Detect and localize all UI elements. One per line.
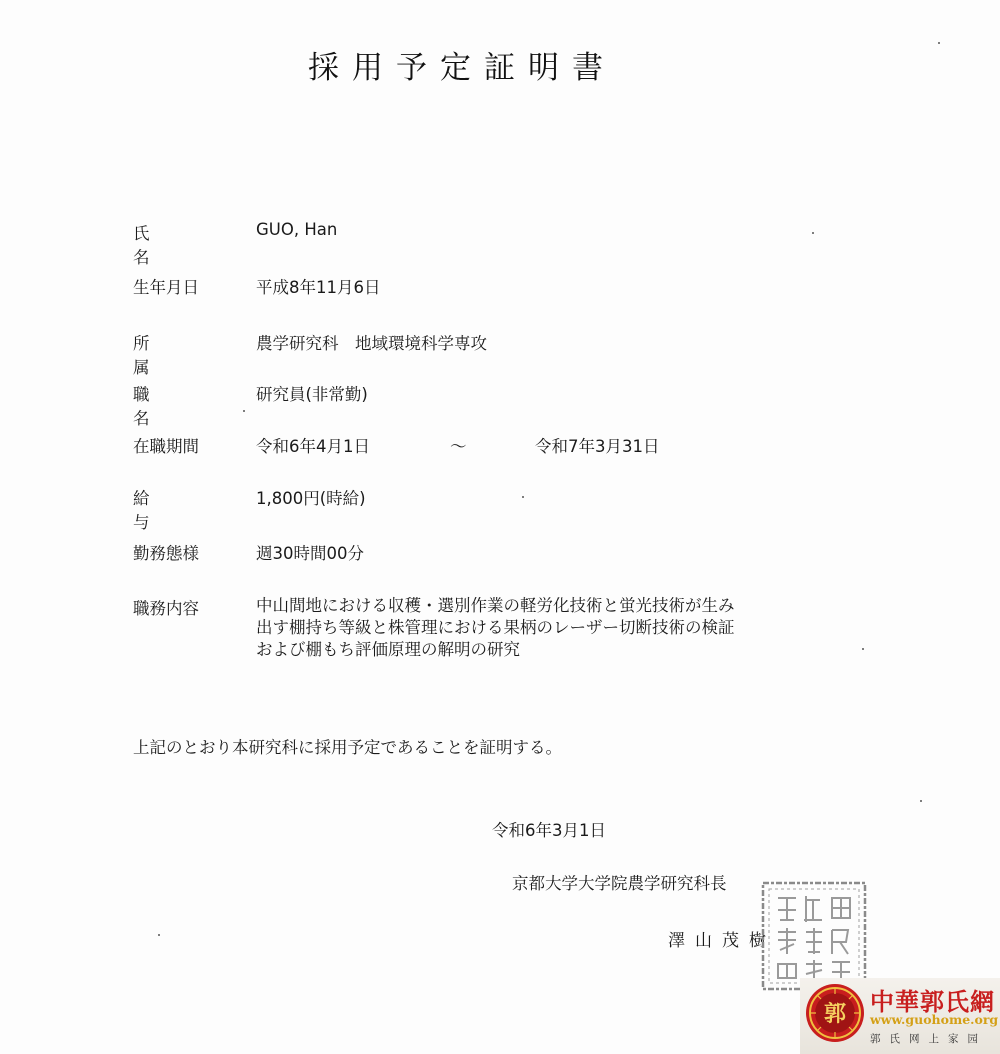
value-salary: 1,800円(時給) bbox=[256, 489, 366, 508]
label-position bbox=[133, 381, 209, 429]
emblem-character: 郭 bbox=[823, 1001, 847, 1027]
label-birthdate-text: 生年月日 bbox=[133, 278, 199, 297]
value-term-separator: ～ bbox=[450, 437, 467, 456]
value-name: GUO, Han bbox=[256, 220, 338, 239]
certification-statement: 上記のとおり本研究科に採用予定であることを証明する。 bbox=[133, 738, 562, 757]
value-position: 研究員(非常勤) bbox=[256, 385, 368, 404]
scan-speck bbox=[158, 934, 160, 936]
issuer-name: 澤山茂樹 bbox=[668, 931, 776, 951]
watermark-tagline: 郭氏网上家园 bbox=[870, 1033, 987, 1045]
site-watermark bbox=[800, 978, 1000, 1054]
value-term-end: 令和7年3月31日 bbox=[535, 437, 660, 456]
label-duties-text: 職務内容 bbox=[133, 599, 199, 618]
issuer-organization: 京都大学大学院農学研究科長 bbox=[512, 874, 727, 893]
scan-speck bbox=[862, 648, 864, 650]
scan-speck bbox=[522, 496, 524, 498]
guo-emblem-icon bbox=[804, 982, 866, 1044]
label-name bbox=[133, 220, 209, 268]
label-name-text: 氏名 bbox=[133, 224, 192, 267]
document-title: 採用予定証明書 bbox=[308, 50, 616, 86]
scan-speck bbox=[920, 800, 922, 802]
label-salary-text: 給与 bbox=[133, 489, 192, 532]
scan-speck bbox=[938, 42, 940, 44]
value-work-style: 週30時間00分 bbox=[256, 544, 364, 563]
value-term-start: 令和6年4月1日 bbox=[256, 437, 370, 456]
value-birthdate: 平成8年11月6日 bbox=[256, 278, 381, 297]
scan-speck bbox=[243, 410, 245, 412]
label-position-text: 職名 bbox=[133, 385, 192, 428]
label-work-style bbox=[133, 540, 209, 564]
label-duties bbox=[133, 595, 209, 619]
watermark-url: www.guohome.org bbox=[870, 1012, 999, 1027]
official-seal-stamp bbox=[760, 880, 868, 992]
label-term-text: 在職期間 bbox=[133, 437, 199, 456]
value-affiliation: 農学研究科 地域環境科学専攻 bbox=[256, 334, 487, 353]
label-work-style-text: 勤務態様 bbox=[133, 544, 199, 563]
label-salary bbox=[133, 485, 209, 533]
label-birthdate bbox=[133, 274, 209, 298]
duties-line: および棚もち評価原理の解明の研究 bbox=[256, 640, 520, 659]
label-affiliation-text: 所属 bbox=[133, 334, 192, 377]
duties-line: 中山間地における収穫・選別作業の軽労化技術と蛍光技術が生み bbox=[256, 596, 735, 615]
issue-date: 令和6年3月1日 bbox=[492, 821, 606, 840]
value-duties bbox=[256, 595, 735, 661]
label-term bbox=[133, 433, 209, 457]
watermark-site-name: 中華郭氏網 bbox=[870, 987, 995, 1016]
scan-speck bbox=[812, 232, 814, 234]
label-affiliation bbox=[133, 330, 209, 378]
duties-line: 出す棚持ち等級と株管理における果柄のレーザー切断技術の検証 bbox=[256, 618, 735, 637]
